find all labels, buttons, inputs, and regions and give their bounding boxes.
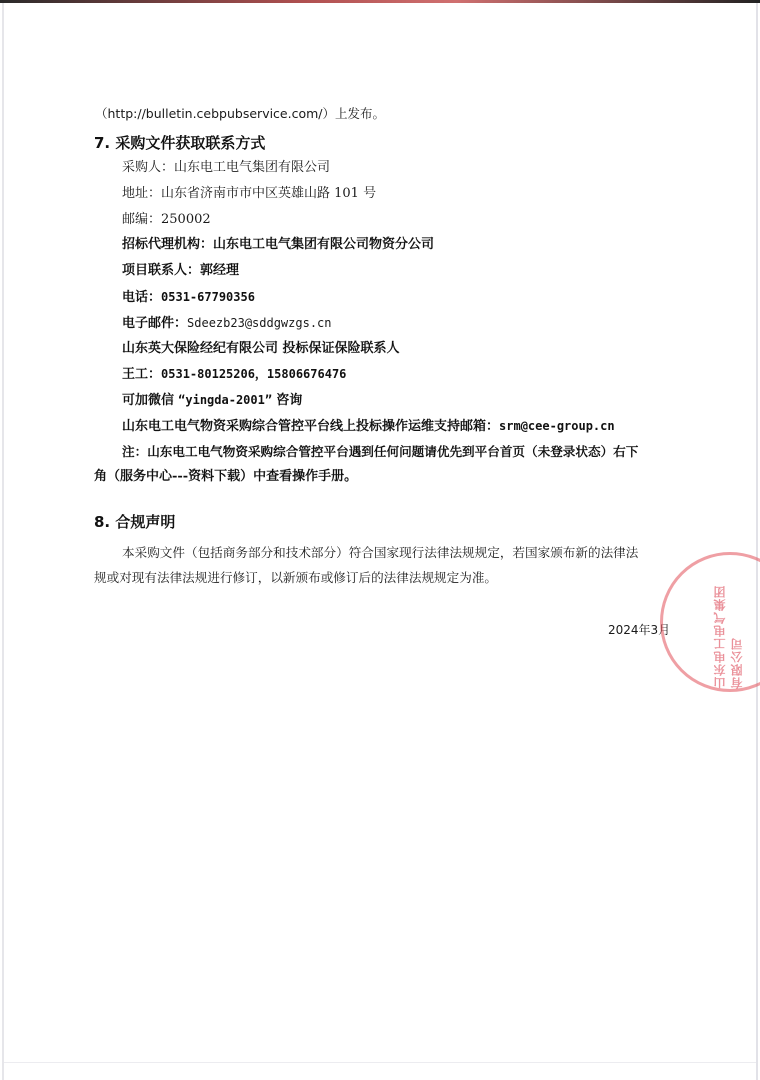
- scan-top-edge: [0, 0, 760, 3]
- note-line-1: 注：山东电工电气物资采购综合管控平台遇到任何问题请优先到平台首页（未登录状态）右下: [122, 444, 639, 459]
- wang-value: 0531-80125206，15806676476: [161, 367, 347, 381]
- email-line: [122, 315, 332, 332]
- wechat-line: [122, 392, 302, 409]
- address-line: 地址：山东省济南市市中区英雄山路 101 号: [122, 186, 377, 201]
- scan-bottom-line: [4, 1062, 756, 1063]
- support-email-value: srm@cee-group.cn: [499, 419, 615, 433]
- email-value: Sdeezb23@sddgwzgs.cn: [187, 316, 332, 330]
- publish-url-line: （http://bulletin.cebpubservice.com/）上发布。: [95, 106, 386, 121]
- compliance-line-2: 规或对现有法律法规进行修订，以新颁布或修订后的法律法规规定为准。: [94, 570, 497, 585]
- phone-line: [122, 289, 255, 306]
- section-7-heading: 7. 采购文件获取联系方式: [94, 134, 266, 152]
- stamp-text: 山东电工电气集团有限公司: [713, 585, 744, 689]
- scan-right-edge: [756, 3, 758, 1080]
- section-8-heading: 8. 合规声明: [94, 513, 176, 531]
- agency-line: 招标代理机构：山东电工电气集团有限公司物资分公司: [122, 237, 435, 252]
- company-seal-stamp: [660, 552, 760, 692]
- phone-label: 电话：: [122, 290, 162, 305]
- contact-person-line: 项目联系人：郭经理: [122, 263, 240, 278]
- support-email-line: [122, 418, 615, 435]
- note-line-2: 角（服务中心---资料下载）中查看操作手册。: [94, 469, 358, 484]
- insurance-contact-line: 山东英大保险经纪有限公司 投标保证保险联系人: [122, 341, 400, 356]
- wang-label: 王工：: [122, 367, 162, 382]
- date-line: 2024年3月: [608, 623, 671, 637]
- support-email-label: 山东电工电气物资采购综合管控平台线上投标操作运维支持邮箱：: [122, 419, 500, 434]
- purchaser-line: 采购人：山东电工电气集团有限公司: [122, 160, 331, 175]
- phone-value: 0531-67790356: [161, 290, 255, 304]
- compliance-line-1: 本采购文件（包括商务部分和技术部分）符合国家现行法律法规规定，若国家颁布新的法律法: [122, 545, 639, 560]
- email-label: 电子邮件：: [122, 316, 188, 331]
- wang-contact-line: [122, 366, 346, 383]
- scan-left-edge: [2, 3, 4, 1080]
- wechat-prefix: 可加微信: [122, 393, 175, 408]
- wechat-suffix: 咨询: [276, 393, 303, 408]
- postcode-line: 邮编：250002: [122, 212, 211, 227]
- wechat-id: “yingda-2001”: [178, 393, 273, 407]
